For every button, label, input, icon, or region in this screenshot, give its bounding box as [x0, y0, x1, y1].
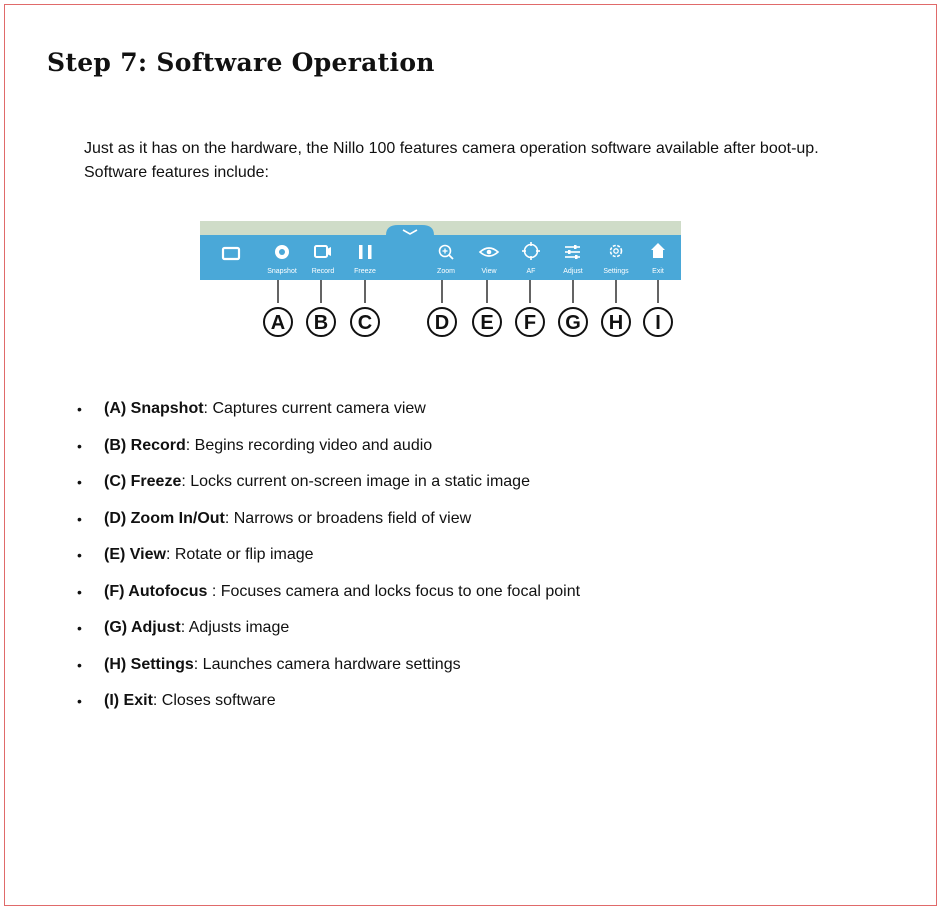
- callout-lines: [278, 280, 658, 303]
- callout-g: [559, 308, 587, 336]
- bullet: •: [77, 547, 82, 563]
- adjust-icon: [565, 245, 580, 259]
- feature-term: (D) Zoom In/Out: [104, 509, 225, 527]
- feature-term: (E) View: [104, 546, 166, 563]
- feature-item-zoom: [77, 506, 580, 543]
- feature-desc: : Captures current camera view: [203, 400, 426, 417]
- feature-item-autofocus: [77, 579, 580, 616]
- feature-item-view: [77, 542, 580, 579]
- bullet: •: [77, 656, 82, 673]
- view-label: View: [481, 268, 497, 275]
- feature-item-snapshot: [77, 396, 580, 433]
- intro-paragraph: Just as it has on the hardware, the Nillo 100 features camera operation software available after boot-up. Software features include:: [84, 140, 819, 181]
- toolbar-top-strip: [200, 221, 681, 235]
- feature-item-freeze: [77, 469, 580, 506]
- feature-term: (C) Freeze: [104, 473, 182, 490]
- settings-label: Settings: [603, 268, 629, 275]
- af-label: AF: [526, 268, 536, 275]
- callout-i: [644, 308, 672, 336]
- adjust-label: Adjust: [563, 268, 583, 275]
- feature-item-adjust: [77, 615, 580, 652]
- feature-item-exit: [77, 688, 580, 725]
- callout-e: [473, 308, 501, 336]
- feature-desc: : Begins recording video and audio: [185, 436, 433, 454]
- feature-list: [77, 396, 580, 725]
- callout-d-letter: D: [434, 312, 450, 334]
- callout-g-letter: G: [565, 312, 581, 334]
- callout-e-letter: E: [480, 312, 494, 334]
- feature-term: (B) Record: [104, 436, 186, 454]
- feature-desc: : Focuses camera and locks focus to one focal point: [207, 582, 581, 600]
- bullet: •: [77, 474, 82, 490]
- callout-f-letter: F: [523, 312, 537, 334]
- feature-desc: : Rotate or flip image: [165, 546, 314, 563]
- callout-h-letter: H: [608, 312, 624, 334]
- bullet: •: [77, 401, 82, 417]
- feature-desc: : Adjusts image: [180, 619, 290, 636]
- feature-desc: : Launches camera hardware settings: [193, 655, 461, 673]
- feature-desc: : Closes software: [152, 692, 276, 709]
- feature-term: (G) Adjust: [104, 619, 181, 636]
- feature-term: (I) Exit: [104, 692, 153, 709]
- callout-h: [602, 308, 630, 336]
- freeze-label: Freeze: [354, 268, 376, 275]
- page-title: Step 7: Software Operation: [47, 48, 435, 77]
- callout-b-letter: B: [313, 312, 329, 334]
- feature-term: (H) Settings: [104, 655, 194, 673]
- feature-item-settings: [77, 652, 580, 689]
- feature-item-record: [77, 433, 580, 470]
- feature-term: (A) Snapshot: [104, 400, 204, 417]
- toolbar-figure: [200, 221, 681, 341]
- callout-a: [264, 308, 292, 336]
- callout-f: [516, 308, 544, 336]
- callout-d: [428, 308, 456, 336]
- snapshot-label: Snapshot: [267, 268, 297, 275]
- bullet: •: [77, 437, 82, 454]
- bullet: •: [77, 583, 82, 600]
- callout-c-letter: C: [357, 312, 373, 334]
- zoom-label: Zoom: [437, 268, 455, 275]
- bullet: •: [77, 693, 82, 709]
- bullet: •: [77, 620, 82, 636]
- callout-c: [351, 308, 379, 336]
- record-label: Record: [311, 268, 335, 275]
- exit-label: Exit: [652, 268, 664, 275]
- feature-desc: : Narrows or broadens field of view: [224, 509, 472, 527]
- feature-term: (F) Autofocus: [104, 582, 208, 600]
- feature-desc: : Locks current on-screen image in a static image: [181, 473, 530, 490]
- bullet: •: [77, 510, 82, 527]
- callout-a-letter: A: [270, 312, 286, 334]
- callout-b: [307, 308, 335, 336]
- callout-i-letter: I: [655, 312, 661, 334]
